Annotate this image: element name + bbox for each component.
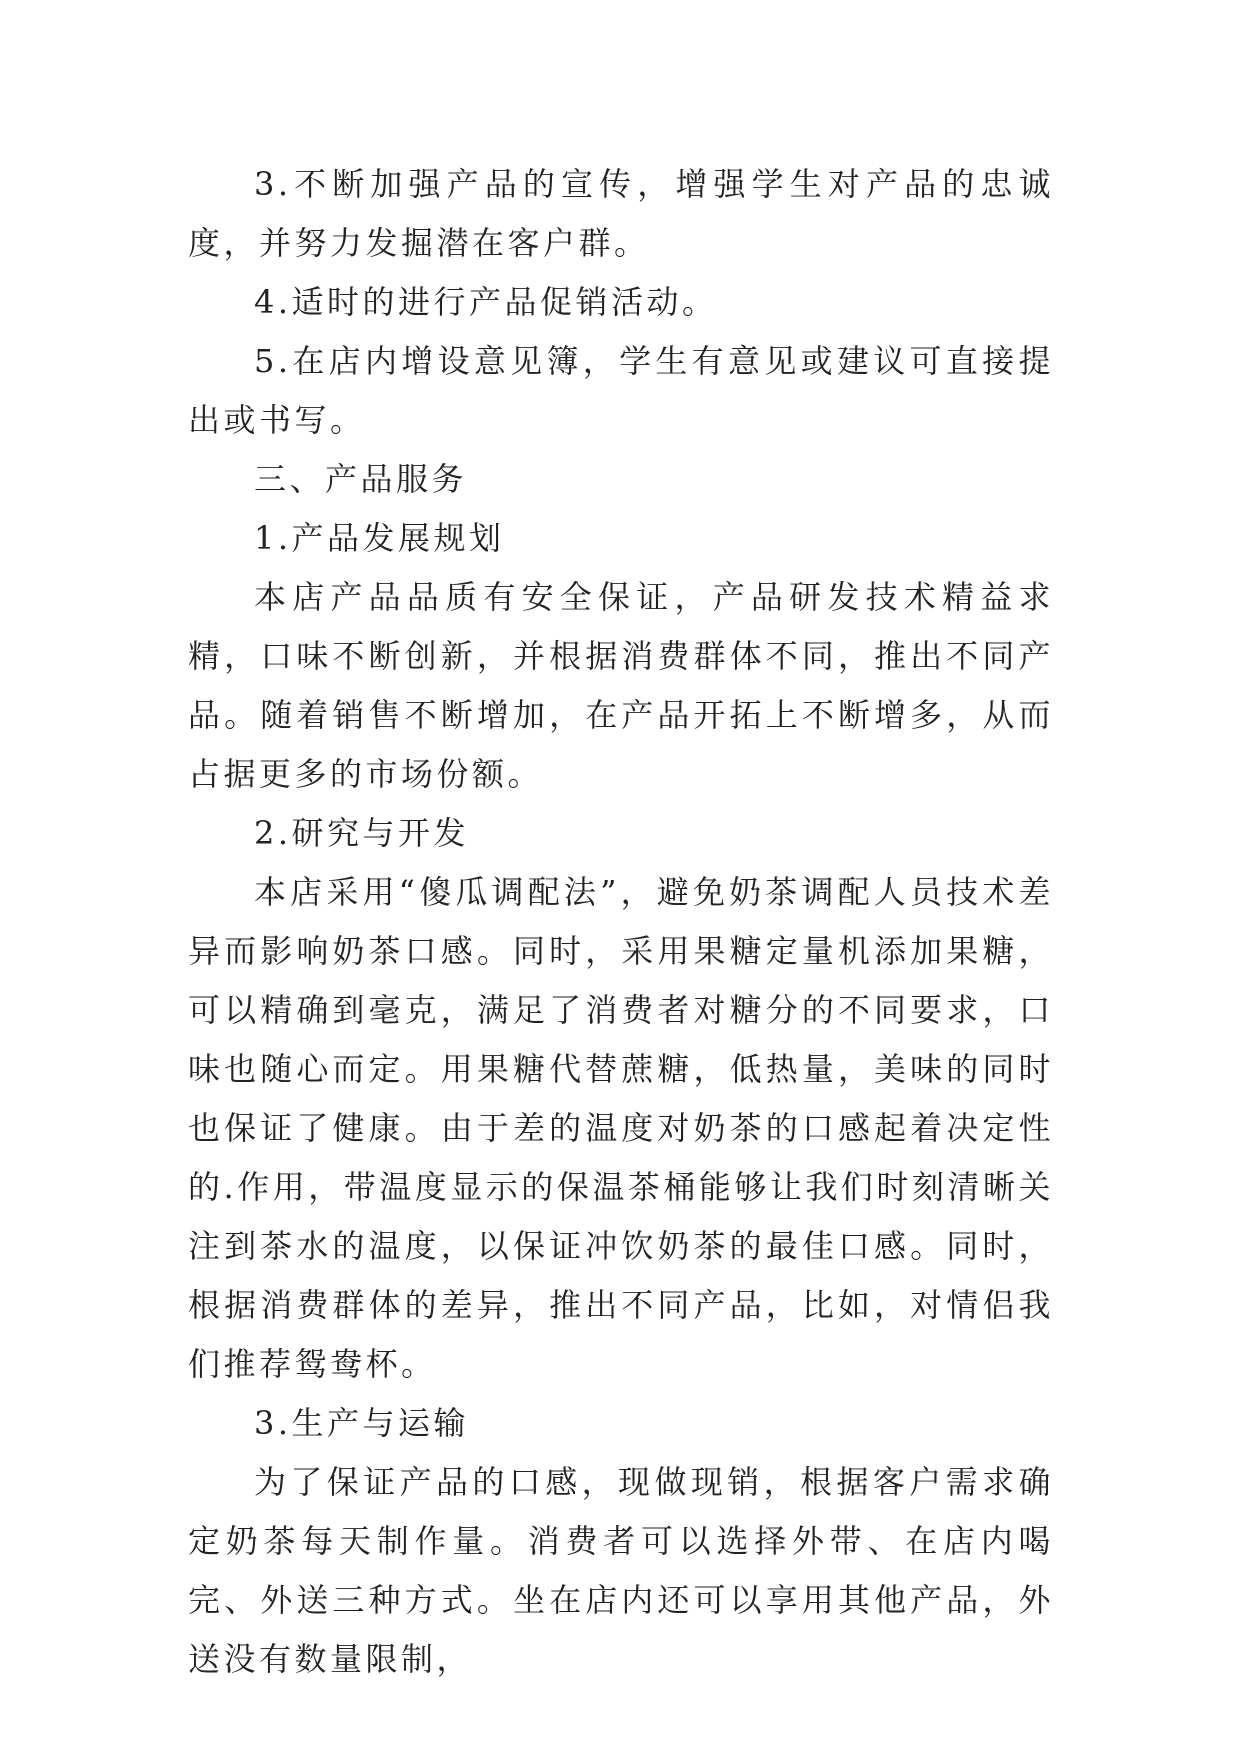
document-page <box>188 155 1054 1689</box>
subheading-development-plan: 1.产品发展规划 <box>254 519 505 557</box>
subheading-production-transport: 3.生产与运输 <box>254 1404 470 1442</box>
subheading-research-development: 2.研究与开发 <box>254 814 470 852</box>
paragraph-development-plan: 本店产品品质有安全保证，产品研发技术精益求精，口味不断创新，并根据消费群体不同，推出不同产品。随着销售不断增加，在产品开拓上不断增多，从而占据更多的市场份额。 <box>188 578 1054 793</box>
section-heading-product-service: 三、产品服务 <box>254 460 468 498</box>
paragraph-research-development: 本店采用“傻瓜调配法”，避免奶茶调配人员技术差异而影响奶茶口感。同时，采用果糖定量机添加果糖，可以精确到毫克，满足了消费者对糖分的不同要求，口味也随心而定。用果糖代替蔗糖，低热量，美味的同时也保证了健康。由于差的温度对奶茶的口感起着决定性的.作用，带温度显示的保温茶桶能够让我们时刻清晰关注到茶水的温度，以保证冲饮奶茶的最佳口感。同时，根据消费群体的差异，推出不同产品，比如，对情侣我们推荐鸳鸯杯。 <box>188 873 1054 1383</box>
paragraph-production-transport: 为了保证产品的口感，现做现销，根据客户需求确定奶茶每天制作量。消费者可以选择外带、在店内喝完、外送三种方式。坐在店内还可以享用其他产品，外送没有数量限制， <box>188 1463 1054 1678</box>
paragraph-feedback-book: 5.在店内增设意见簿，学生有意见或建议可直接提出或书写。 <box>188 342 1054 439</box>
paragraph-promotion-loyalty: 3.不断加强产品的宣传，增强学生对产品的忠诚度，并努力发掘潜在客户群。 <box>188 165 1054 262</box>
paragraph-sales-promotion: 4.适时的进行产品促销活动。 <box>254 283 718 321</box>
